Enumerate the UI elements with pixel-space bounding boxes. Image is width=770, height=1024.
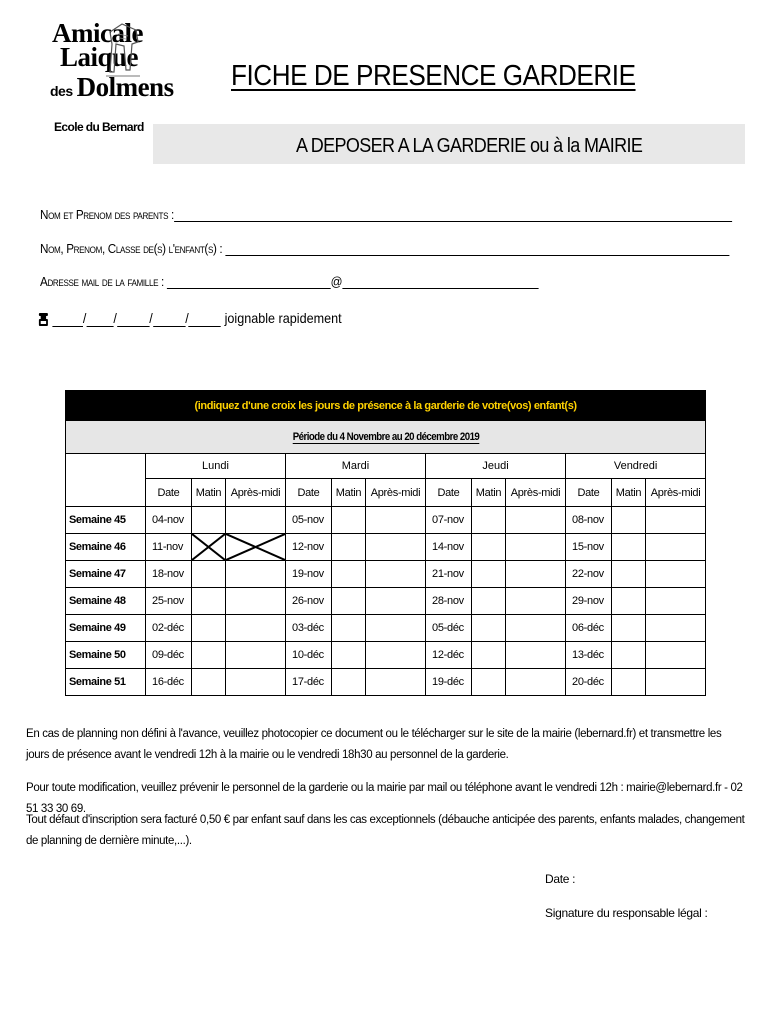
matin-checkbox-cell[interactable] [332,561,366,588]
table-row [66,534,706,561]
matin-checkbox-cell[interactable] [612,561,646,588]
date-cell: 19-nov [286,561,332,588]
date-cell: 07-nov [426,507,472,534]
cross-mark-icon [226,534,285,560]
parents-line[interactable] [174,207,732,222]
apres-midi-checkbox-cell[interactable] [226,561,286,588]
sub-header-date: Date [566,479,612,507]
phone-part-1[interactable] [52,312,83,327]
apres-midi-checkbox-cell[interactable] [506,534,566,561]
children-line[interactable] [225,241,729,256]
date-cell: 18-nov [146,561,192,588]
date-cell: 28-nov [426,588,472,615]
sub-header-apres-midi: Après-midi [226,479,286,507]
table-row [66,642,706,669]
date-cell: 11-nov [146,534,192,561]
apres-midi-checkbox-cell[interactable] [366,615,426,642]
date-cell: 04-nov [146,507,192,534]
children-field[interactable] [40,241,729,256]
date-cell: 09-déc [146,642,192,669]
sub-header-matin: Matin [612,479,646,507]
apres-midi-checkbox-cell[interactable] [366,507,426,534]
parents-field[interactable] [40,207,732,222]
day-header-mardi: Mardi [286,454,426,479]
matin-checkbox-cell[interactable] [192,669,226,696]
phone-sep-2: / [113,310,117,326]
date-cell: 14-nov [426,534,472,561]
matin-checkbox-cell[interactable] [192,615,226,642]
deposit-banner [153,124,745,164]
logo-amicale: Amicale [52,18,143,48]
table-row [66,588,706,615]
sub-header-matin: Matin [192,479,226,507]
apres-midi-checkbox-cell[interactable] [366,642,426,669]
date-cell: 06-déc [566,615,612,642]
day-header-jeudi: Jeudi [426,454,566,479]
date-cell: 16-déc [146,669,192,696]
matin-checkbox-cell[interactable] [472,534,506,561]
date-cell: 05-déc [426,615,472,642]
table-row [66,561,706,588]
apres-midi-checkbox-cell[interactable] [506,615,566,642]
cross-mark-icon [192,534,225,560]
date-cell: 05-nov [286,507,332,534]
apres-midi-checkbox-cell[interactable] [226,507,286,534]
week-label: Semaine 50 [66,642,146,669]
matin-checkbox-cell[interactable] [472,507,506,534]
matin-checkbox-cell[interactable] [612,642,646,669]
sub-header-matin: Matin [472,479,506,507]
instruction-header: (indiquez d'une croix les jours de présence à la garderie de votre(vos) enfant(s) [66,391,706,421]
logo-dolmens: Dolmens [76,72,174,102]
apres-midi-checkbox-cell[interactable] [646,534,706,561]
attendance-table [65,390,706,696]
phone-sep-3: / [149,310,153,326]
logo-school: Ecole du Bernard [54,120,144,134]
week-label: Semaine 48 [66,588,146,615]
matin-checkbox-cell[interactable] [332,642,366,669]
phone-field[interactable] [38,310,342,327]
matin-checkbox-cell[interactable] [192,642,226,669]
email-label: Adresse mail de la famille : [40,274,164,289]
phone-part-3[interactable] [117,312,149,327]
sub-header-apres-midi: Après-midi [646,479,706,507]
apres-midi-checkbox-cell[interactable] [506,561,566,588]
table-row [66,615,706,642]
date-cell: 03-déc [286,615,332,642]
apres-midi-checkbox-cell[interactable] [646,561,706,588]
corner-cell [66,454,146,479]
period-text: Période du 4 Novembre au 20 décembre 2019 [292,431,479,443]
apres-midi-checkbox-cell[interactable] [226,615,286,642]
parents-label: Nom et Prenom des parents : [40,207,174,222]
matin-checkbox-cell[interactable] [472,561,506,588]
logo-laique: Laique [60,42,139,72]
date-cell: 10-déc [286,642,332,669]
week-label: Semaine 51 [66,669,146,696]
email-at: @ [330,274,343,289]
date-cell: 20-déc [566,669,612,696]
note-modification: Pour toute modification, veuillez prévenir le personnel de la garderie ou la mairie par mail ou téléphone avant le vendredi 12h : mairie@lebernard.fr - 02 51 33 30 69. [26,782,743,815]
matin-checkbox-cell[interactable] [612,534,646,561]
sub-header-date: Date [286,479,332,507]
email-domain-line[interactable] [342,274,538,289]
phone-part-5[interactable] [189,312,221,327]
sub-header-date: Date [146,479,192,507]
table-row [66,507,706,534]
page-title: FICHE DE PRESENCE GARDERIE [231,60,636,92]
apres-midi-checkbox-cell[interactable] [366,588,426,615]
dolmen-figure-icon [102,22,142,82]
matin-checkbox-cell[interactable] [332,588,366,615]
matin-checkbox-cell[interactable] [612,588,646,615]
date-cell: 08-nov [566,507,612,534]
apres-midi-checkbox-cell[interactable] [366,534,426,561]
apres-midi-checkbox-cell[interactable] [366,669,426,696]
date-cell: 22-nov [566,561,612,588]
matin-checkbox-cell[interactable] [612,615,646,642]
sub-header-date: Date [426,479,472,507]
note-planning: En cas de planning non défini à l'avance, veuillez photocopier ce document ou le télécharger sur le site de la mairie (lebernard.fr) et transmettre les jours de présence avant le vendredi 12h à la mairie ou le vendredi 18h30 au personnel de la garderie. [26,728,722,761]
week-label: Semaine 45 [66,507,146,534]
matin-checkbox-cell[interactable] [472,669,506,696]
note-billing: Tout défaut d'inscription sera facturé 0,50 € par enfant sauf dans les cas exceptionnels (débauche anticipée des parents, enfants malades, changement de planning de dernière minute,...). [26,814,745,847]
date-cell: 13-déc [566,642,612,669]
phone-suffix: joignable rapidement [224,310,342,326]
apres-midi-checkbox-cell[interactable] [646,507,706,534]
corner-cell-2 [66,479,146,507]
table-row [66,669,706,696]
week-label: Semaine 47 [66,561,146,588]
week-label: Semaine 46 [66,534,146,561]
apres-midi-checkbox-cell[interactable] [366,561,426,588]
sub-header-apres-midi: Après-midi [506,479,566,507]
phone-part-2[interactable] [86,312,113,327]
logo-des: des [50,83,73,99]
children-label: Nom, Prenom, Classe de(s) l'enfant(s) : [40,241,223,256]
logo [44,16,174,142]
date-cell: 25-nov [146,588,192,615]
matin-checkbox-cell[interactable] [472,615,506,642]
day-header-lundi: Lundi [146,454,286,479]
week-label: Semaine 49 [66,615,146,642]
email-field[interactable] [40,274,538,289]
date-label: Date : [545,872,576,886]
matin-checkbox-cell[interactable] [612,507,646,534]
matin-checkbox-cell[interactable] [332,534,366,561]
matin-checkbox-cell[interactable] [192,588,226,615]
sub-header-apres-midi: Après-midi [366,479,426,507]
date-cell: 17-déc [286,669,332,696]
apres-midi-checkbox-cell[interactable] [226,642,286,669]
matin-checkbox-cell[interactable] [472,588,506,615]
apres-midi-checkbox-cell[interactable] [226,588,286,615]
phone-part-4[interactable] [153,312,185,327]
date-cell: 15-nov [566,534,612,561]
date-cell: 29-nov [566,588,612,615]
apres-midi-checkbox-cell[interactable] [506,507,566,534]
phone-sep-1: / [82,310,87,326]
date-cell: 19-déc [426,669,472,696]
date-cell: 26-nov [286,588,332,615]
matin-checkbox-cell[interactable] [332,669,366,696]
email-user-line[interactable] [167,274,331,289]
apres-midi-checkbox-cell[interactable] [646,588,706,615]
sub-header-matin: Matin [332,479,366,507]
matin-checkbox-cell[interactable] [332,507,366,534]
apres-midi-checkbox-cell[interactable] [506,588,566,615]
day-header-vendredi: Vendredi [566,454,706,479]
phone-sep-4: / [185,310,189,326]
period-header [66,421,706,454]
apres-midi-checkbox-cell[interactable] [506,669,566,696]
telephone-icon [38,312,49,327]
apres-midi-checkbox-cell[interactable] [646,642,706,669]
date-cell: 02-déc [146,615,192,642]
banner-text: A DEPOSER A LA GARDERIE ou à la MAIRIE [296,135,643,157]
matin-checkbox-cell[interactable] [192,561,226,588]
matin-checkbox-cell[interactable] [612,669,646,696]
date-cell: 21-nov [426,561,472,588]
matin-crossed-cell [192,534,226,561]
date-cell: 12-nov [286,534,332,561]
apres-midi-checkbox-cell[interactable] [646,669,706,696]
apres-midi-checkbox-cell[interactable] [226,669,286,696]
matin-checkbox-cell[interactable] [192,507,226,534]
matin-checkbox-cell[interactable] [472,642,506,669]
apres-midi-checkbox-cell[interactable] [506,642,566,669]
date-cell: 12-déc [426,642,472,669]
signature-label: Signature du responsable légal : [545,906,708,920]
matin-checkbox-cell[interactable] [332,615,366,642]
attendance-rows [66,507,706,696]
apres-midi-crossed-cell [226,534,286,561]
apres-midi-checkbox-cell[interactable] [646,615,706,642]
